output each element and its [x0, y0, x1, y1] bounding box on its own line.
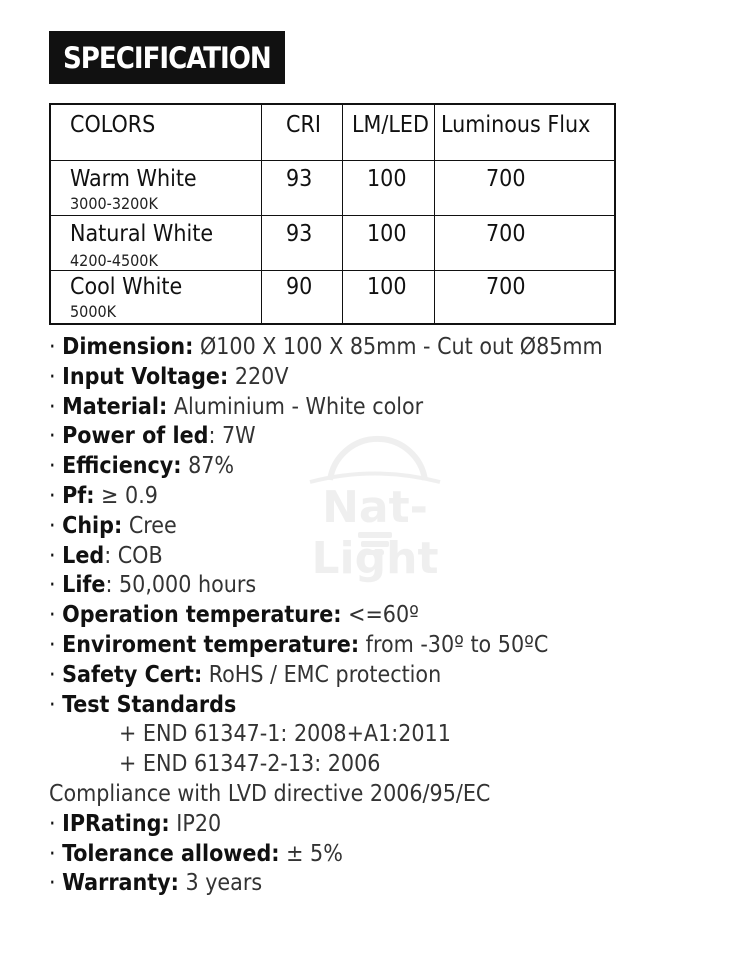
lm-value: 100: [367, 274, 407, 300]
spec-led: · Led: COB: [49, 542, 163, 569]
spec-dimension: · Dimension: Ø100 X 100 X 85mm - Cut out Ø85mm: [49, 334, 603, 360]
spec-environment-temp: · Enviroment temperature: from -30º to 50ºC: [49, 631, 549, 658]
flux-value: 700: [486, 166, 526, 192]
header-cri: CRI: [286, 112, 321, 138]
spec-tolerance: · Tolerance allowed: ± 5%: [49, 840, 343, 867]
color-name: Cool White: [70, 274, 183, 300]
spec-safety-cert: · Safety Cert: RoHS / EMC protection: [49, 661, 442, 688]
color-temp: 5000K: [70, 302, 117, 321]
header-luminous-flux: Luminous Flux: [441, 112, 591, 138]
cri-value: 93: [286, 221, 313, 247]
spec-operation-temp: · Operation temperature: <=60º: [49, 602, 419, 629]
spec-pf: · Pf: ≥ 0.9: [49, 482, 158, 509]
spec-chip: · Chip: Cree: [49, 512, 177, 539]
standard-item: + END 61347-1: 2008+A1:2011: [119, 721, 451, 748]
color-name: Warm White: [70, 166, 197, 192]
spec-warranty: · Warranty: 3 years: [49, 870, 263, 897]
watermark-text: Nat-Light: [311, 482, 439, 584]
table-row: [51, 271, 614, 325]
spec-power: · Power of led: 7W: [49, 423, 256, 450]
table-row: [51, 216, 614, 271]
cri-value: 93: [286, 166, 313, 192]
spec-table: [49, 103, 616, 325]
spec-input-voltage: · Input Voltage: 220V: [49, 363, 289, 390]
cri-value: 90: [286, 274, 313, 300]
standard-item: + END 61347-2-13: 2006: [119, 751, 381, 778]
header-lm-led: LM/LED: [352, 112, 429, 138]
spec-material: · Material: Aluminium - White color: [49, 393, 424, 420]
color-name: Natural White: [70, 221, 214, 247]
lm-value: 100: [367, 221, 407, 247]
lm-value: 100: [367, 166, 407, 192]
spec-list: [49, 333, 709, 899]
table-header-row: [51, 105, 614, 161]
spec-efficiency: · Efficiency: 87%: [49, 453, 235, 480]
spec-test-standards: · Test Standards: [49, 691, 237, 718]
table-row: [51, 161, 614, 216]
spec-ip-rating: · IPRating: IP20: [49, 810, 222, 837]
color-temp: 3000-3200K: [70, 194, 158, 213]
flux-value: 700: [486, 221, 526, 247]
compliance-text: Compliance with LVD directive 2006/95/EC: [49, 780, 491, 807]
color-temp: 4200-4500K: [70, 251, 158, 270]
spec-title: SPECIFICATION: [49, 31, 285, 84]
flux-value: 700: [486, 274, 526, 300]
header-colors: COLORS: [70, 112, 156, 138]
spec-life: · Life: 50,000 hours: [49, 572, 257, 599]
